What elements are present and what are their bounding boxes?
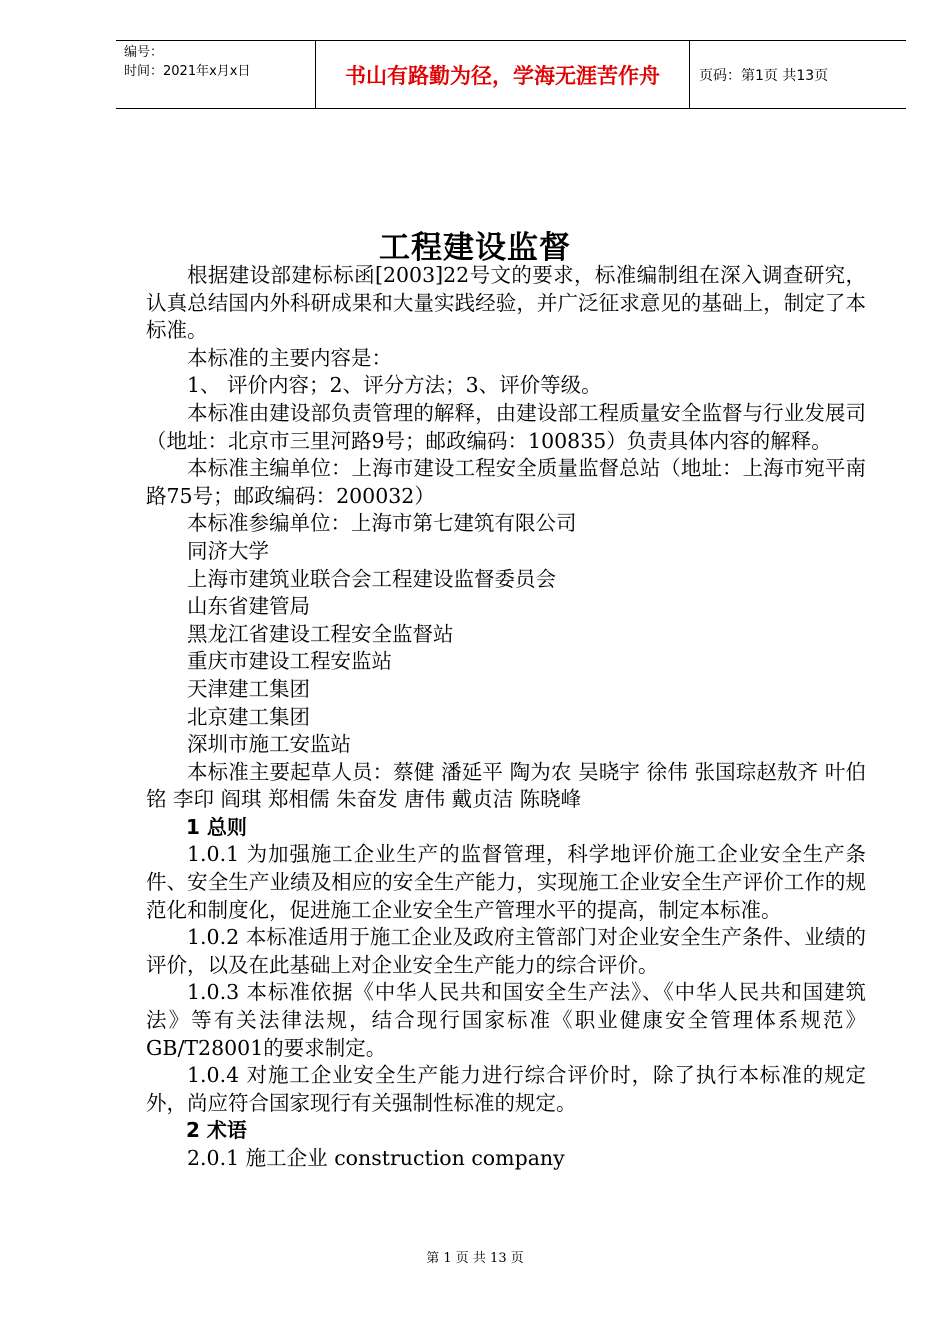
document-title: 工程建设监督 [379,230,571,266]
header-motto: 书山有路勤为径，学海无涯苦作舟 [316,41,690,108]
section-heading: 1 总则 [186,814,247,839]
paragraph: 1、 评价内容；2、评分方法；3、评价等级。 [187,373,602,398]
header-time: 时间：2021年x月x日 [124,64,251,79]
section-heading: 2 术语 [186,1118,247,1143]
unit-item: 深圳市施工安监站 [187,732,351,757]
unit-item: 重庆市建设工程安监站 [187,649,392,674]
page-footer: 第 1 页 共 13 页 [426,1251,524,1266]
paragraph: 本标准主编单位：上海市建设工程安全质量监督总站（地址：上海市宛平南路75号；邮政编码：200032） [146,456,866,508]
unit-item: 同济大学 [187,538,269,563]
clause: 1.0.3 本标准依据《中华人民共和国安全生产法》、《中华人民共和国建筑法》等有关法律法规，结合现行国家标准《职业健康安全管理体系规范》GB/T28001的要求制定。 [146,980,866,1060]
document-body [146,262,866,1173]
paragraph: 本标准由建设部负责管理的解释，由建设部工程质量安全监督与行业发展司（地址：北京市三里河路9号；邮政编码：100835）负责具体内容的解释。 [146,400,866,453]
paragraph: 本标准参编单位：上海市第七建筑有限公司 [187,511,577,536]
header-meta [116,41,316,108]
clause: 1.0.4 对施工企业安全生产能力进行综合评价时，除了执行本标准的规定外，尚应符合国家现行有关强制性标准的规定。 [146,1063,866,1115]
unit-item: 山东省建管局 [187,594,310,619]
unit-item: 北京建工集团 [187,704,310,729]
unit-item: 上海市建筑业联合会工程建设监督委员会 [187,566,556,591]
clause: 1.0.1 为加强施工企业生产的监督管理，科学地评价施工企业安全生产条件、安全生产业绩及相应的安全生产能力，实现施工企业安全生产评价工作的规范化和制度化，促进施工企业安全生产管理水平的提高，制定本标准。 [146,842,866,922]
unit-item: 黑龙江省建设工程安全监督站 [187,621,454,646]
paragraph: 根据建设部建标标函[2003]22号文的要求，标准编制组在深入调查研究，认真总结国内外科研成果和大量实践经验，并广泛征求意见的基础上，制定了本标准。 [146,263,866,343]
header-page-number: 页码：第1页 共13页 [699,67,829,84]
page-header [116,40,906,109]
header-number: 编号： [124,45,164,60]
paragraph: 本标准的主要内容是： [187,345,392,370]
clause: 1.0.2 本标准适用于施工企业及政府主管部门对企业安全生产条件、业绩的评价，以及在此基础上对企业安全生产能力的综合评价。 [146,925,866,977]
clause: 2.0.1 施工企业 construction company [187,1146,565,1170]
unit-item: 天津建工集团 [187,676,310,701]
paragraph: 本标准主要起草人员：蔡健 潘延平 陶为农 吴晓宇 徐伟 张国琮赵敖齐 叶伯铭 李印 阎琪 郑相儒 朱奋发 唐伟 戴贞洁 陈晓峰 [146,759,866,812]
